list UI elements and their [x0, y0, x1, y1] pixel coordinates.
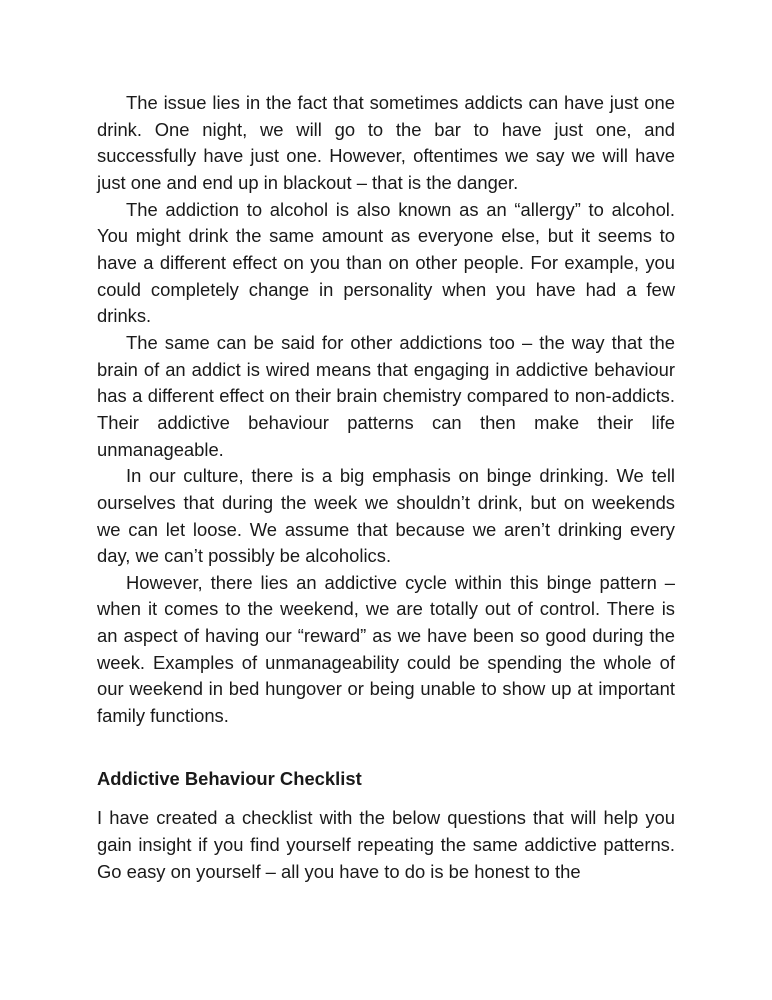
section-heading: Addictive Behaviour Checklist: [97, 767, 362, 789]
section-intro: I have created a checklist with the below questions that will help you gain insight if you find yourself repeating the same addictive patterns. Go easy on yourself – all you have to do is be honest to the: [97, 807, 675, 882]
document-page: [97, 90, 675, 885]
paragraph-one-drink: The issue lies in the fact that sometimes addicts can have just one drink. One night, we will go to the bar to have just one, and successfully have just one. However, oftentimes we say we will have just one and end up in blackout – that is the danger.: [97, 92, 675, 193]
paragraph-other-addictions: The same can be said for other addictions too – the way that the brain of an addict is wired means that engaging in addictive behaviour has a different effect on their brain chemistry compared to non-addicts. Their addictive behaviour patterns can then make their life unmanageable.: [97, 331, 675, 460]
paragraph-addictive-cycle: However, there lies an addictive cycle within this binge pattern – when it comes to the weekend, we are totally out of control. There is an aspect of having our “reward” as we have been so good during the week. Examples of unmanageability could be spending the whole of our weekend in bed hungover or being unable to show up at important family functions.: [97, 571, 675, 727]
paragraph-allergy: The addiction to alcohol is also known as an “allergy” to alcohol. You might drink the same amount as everyone else, but it seems to have a different effect on you than on other people. For example, you could completely change in personality when you have had a few drinks.: [97, 198, 675, 327]
paragraph-binge-culture: In our culture, there is a big emphasis on binge drinking. We tell ourselves that during the week we shouldn’t drink, but on weekends we can let loose. We assume that because we aren’t drinking every day, we can’t possibly be alcoholics.: [97, 465, 675, 567]
